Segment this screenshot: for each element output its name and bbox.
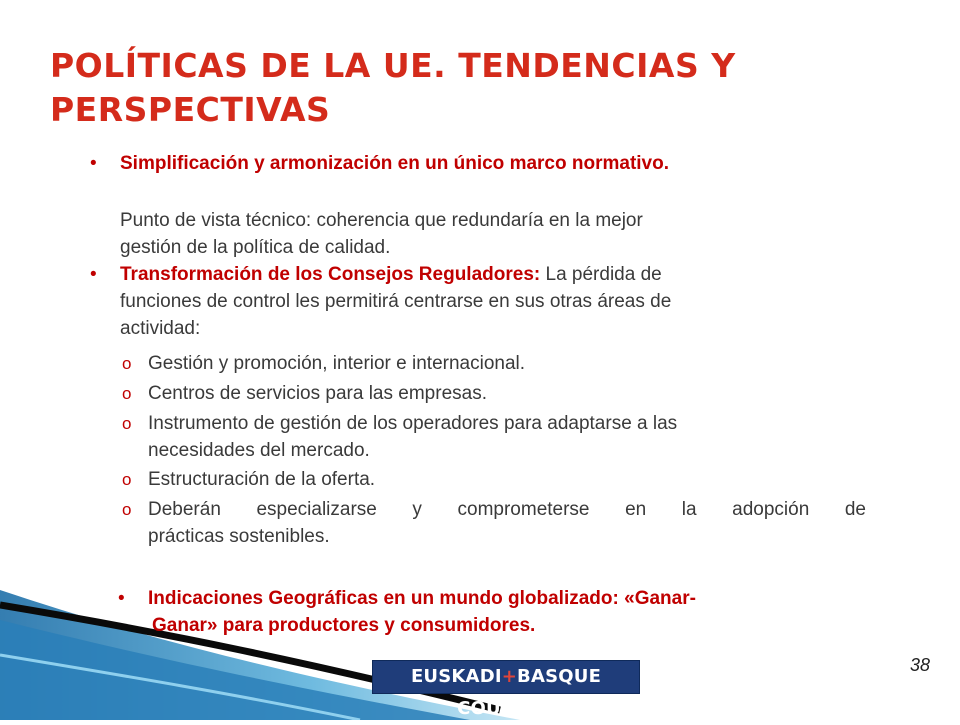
logo-separator: +: [501, 666, 518, 687]
sub-bullet-marker: o: [122, 500, 132, 519]
bullet-detail-line: gestión de la política de calidad.: [120, 237, 391, 258]
sub-bullet-item: Deberán especializarse y comprometerse en la adopción de: [148, 499, 866, 520]
bullet-consejos-heading: Transformación de los Consejos Reguladores:: [120, 264, 541, 285]
bullet-marker: •: [118, 588, 125, 609]
sub-bullet-item: Instrumento de gestión de los operadores para adaptarse a las: [148, 413, 678, 434]
decorative-swoosh: [0, 560, 520, 720]
bullet-consejos-text: La pérdida de: [540, 264, 662, 285]
sub-bullet-marker: o: [122, 354, 132, 373]
bullet-consejos-line: actividad:: [120, 318, 201, 339]
bullet-indicaciones: Indicaciones Geográficas en un mundo globalizado: «Ganar-: [148, 588, 696, 609]
logo-text-left: EUSKADI: [410, 666, 502, 687]
sub-bullet-marker: o: [122, 470, 132, 489]
bullet-marker: •: [90, 264, 97, 285]
logo-text-right: BASQUE COUNTRY: [457, 666, 602, 719]
sub-bullet-item-cont: prácticas sostenibles.: [148, 526, 330, 547]
euskadi-logo: [372, 660, 640, 719]
bullet-consejos-line: funciones de control les permitirá centrarse en sus otras áreas de: [120, 291, 672, 312]
sub-bullet-marker: o: [122, 414, 132, 433]
page-title: POLÍTICAS DE LA UE. TENDENCIAS Y PERSPECTIVAS: [50, 46, 736, 129]
bullet-simplificacion: Simplificación y armonización en un único marco normativo.: [120, 153, 669, 174]
sub-bullet-item: Estructuración de la oferta.: [148, 469, 376, 490]
bullet-indicaciones-line: Ganar» para productores y consumidores.: [152, 615, 536, 636]
sub-bullet-item: Gestión y promoción, interior e internacional.: [148, 353, 526, 374]
bullet-detail-line: Punto de vista técnico: coherencia que redundaría en la mejor: [120, 210, 643, 231]
page-number: 38: [909, 655, 930, 675]
sub-bullet-marker: o: [122, 384, 132, 403]
bullet-marker: •: [90, 153, 97, 174]
sub-bullet-item-cont: necesidades del mercado.: [148, 440, 370, 461]
sub-bullet-item: Centros de servicios para las empresas.: [148, 383, 487, 404]
bullet-consejos: [120, 261, 662, 288]
